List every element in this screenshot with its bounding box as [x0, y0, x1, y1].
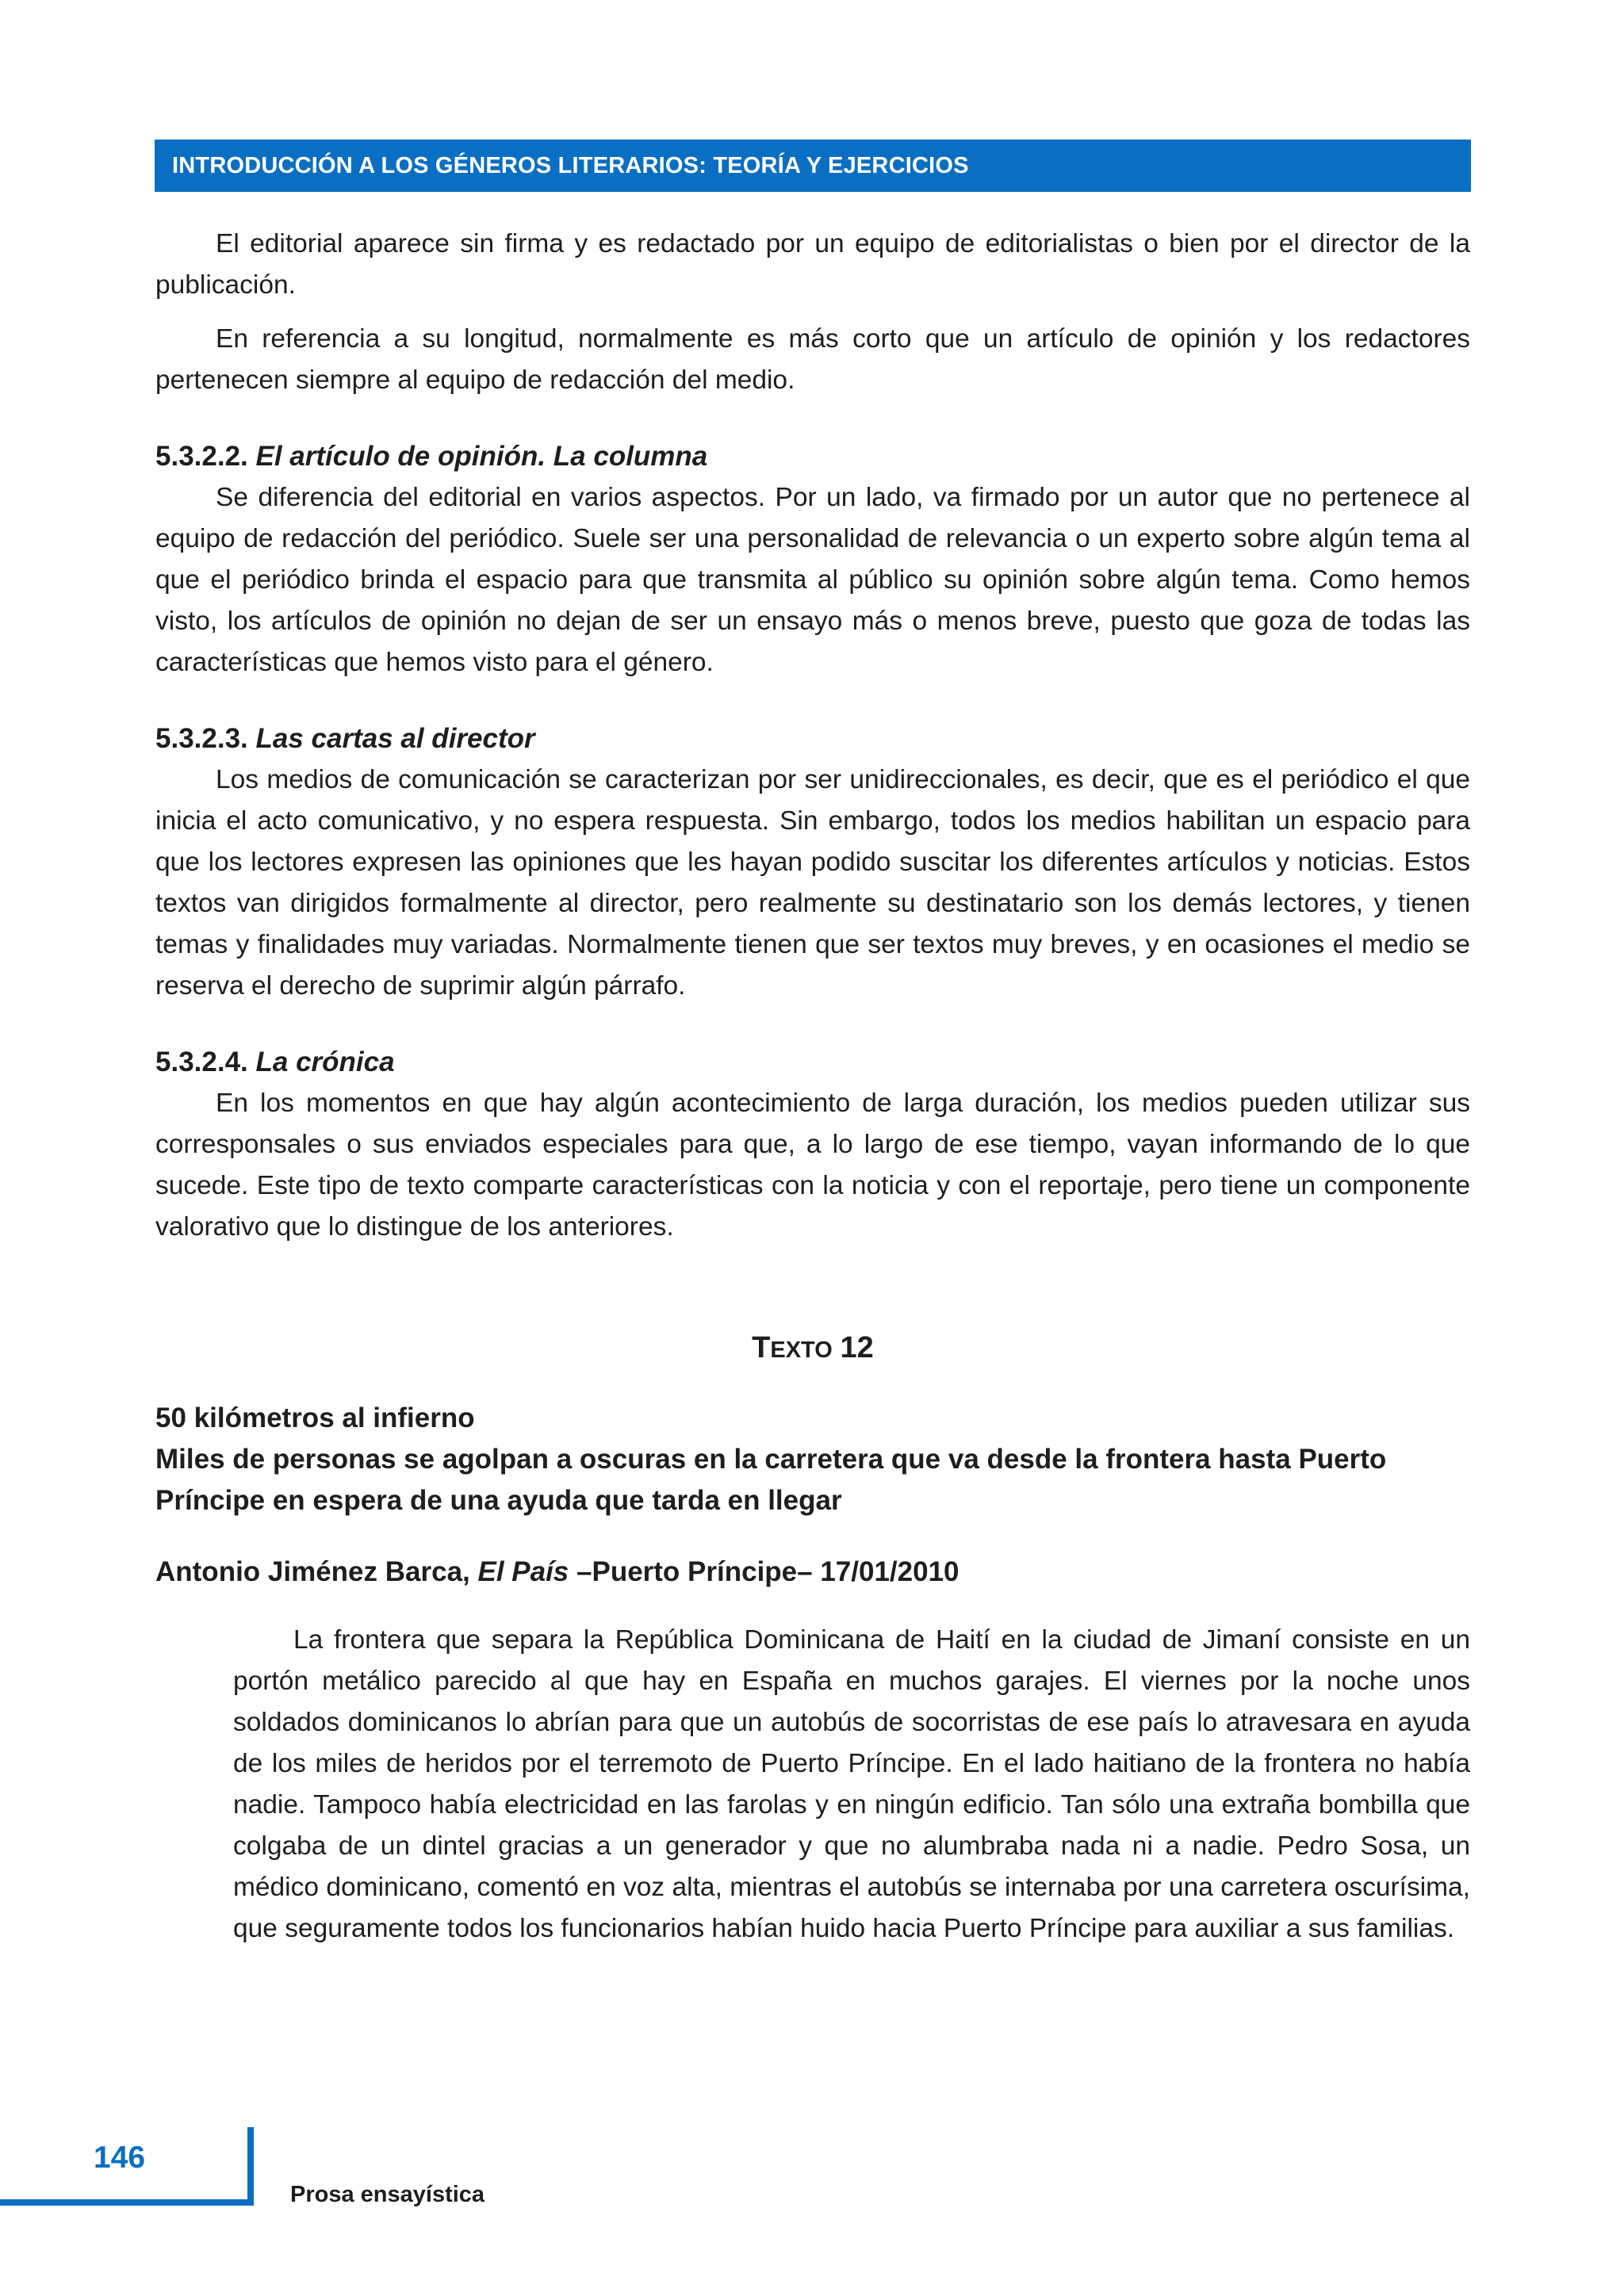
article-headline: 50 kilómetros al infierno: [155, 1402, 475, 1433]
section-number: 5.3.2.3.: [155, 723, 248, 754]
section-title: Las cartas al director: [255, 723, 535, 754]
publication-name: El País: [477, 1556, 569, 1587]
section-body-cartas: Los medios de comunicación se caracterizan por ser unidireccionales, es decir, que es el periódico el que inicia el acto comunicativo, y no espera respuesta. Sin embargo, todos los medios habilitan un espacio para que los lectores expresen las opiniones que les hayan podido suscitar los diferentes artículos y noticias. Estos textos van dirigidos formalmente al director, pero realmente su destinatario son los demás lectores, y tienen temas y finalidades muy variadas. Normalmente tienen que ser textos muy breves, y en ocasiones el medio se reserva el derecho de suprimir algún párrafo.: [155, 765, 1470, 1001]
page-number: 146: [94, 2141, 146, 2175]
texto-label: TEXTO 12: [752, 1331, 874, 1364]
article-quote: [233, 1620, 1470, 1950]
section-title: El artículo de opinión. La columna: [255, 441, 708, 472]
footer-divider-horizontal: [0, 2199, 254, 2206]
section-number: 5.3.2.2.: [155, 441, 248, 472]
article-subheadline: Miles de personas se agolpan a oscuras en la carretera que va desde la frontera hasta Puerto Príncipe en espera de una ayuda que tarda en llegar: [155, 1444, 1387, 1516]
section-title: La crónica: [255, 1047, 395, 1077]
article-body: La frontera que separa la República Dominicana de Haití en la ciudad de Jimaní consiste en un portón metálico parecido al que hay en España en muchos garajes. El viernes por la noche unos soldados dominicanos lo abrían para que un autobús de socorristas de ese país lo atravesara en ayuda de los miles de heridos por el terremoto de Puerto Príncipe. En el lado haitiano de la frontera no había nadie. Tampoco había electricidad en las farolas y en ningún edificio. Tan sólo una extraña bombilla que colgaba de un dintel gracias a un generador y que no alumbraba nada ni a nadie. Pedro Sosa, un médico dominicano, comentó en voz alta, mientras el autobús se internaba por una carretera oscurísima, que seguramente todos los funcionarios habían huido hacia Puerto Príncipe para auxiliar a sus familias.: [233, 1625, 1470, 1943]
running-header: [155, 140, 1471, 192]
section-heading-cartas: [155, 718, 1470, 760]
running-header-title: INTRODUCCIÓN A LOS GÉNEROS LITERARIOS: TEORÍA Y EJERCICIOS: [172, 152, 969, 178]
intro-paragraph-2: En referencia a su longitud, normalmente es más corto que un artículo de opinión y los redactores pertenecen siempre al equipo de redacción del medio.: [155, 324, 1470, 395]
section-body-opinion: Se diferencia del editorial en varios aspectos. Por un lado, va firmado por un autor que no pertenece al equipo de redacción del periódico. Suele ser una personalidad de relevancia o un experto sobre algún tema al que el periódico brinda el espacio para que transmita al público su opinión sobre algún tema. Como hemos visto, los artículos de opinión no dejan de ser un ensayo más o menos breve, puesto que goza de todas las características que hemos visto para el género.: [155, 483, 1470, 677]
section-body-cronica: En los momentos en que hay algún acontecimiento de larga duración, los medios pueden utilizar sus corresponsales o sus enviados especiales para que, a lo largo de ese tiempo, vayan informando de lo que sucede. Este tipo de texto comparte características con la noticia y con el reportaje, pero tiene un componente valorativo que lo distingue de los anteriores.: [155, 1089, 1470, 1242]
article-byline: Antonio Jiménez Barca, El País –Puerto Príncipe– 17/01/2010: [155, 1556, 959, 1587]
section-heading-cronica: [155, 1042, 1470, 1083]
section-number: 5.3.2.4.: [155, 1047, 248, 1077]
intro-paragraph-1: El editorial aparece sin firma y es redactado por un equipo de editorialistas o bien por el director de la publicación.: [155, 229, 1470, 300]
section-heading-opinion: [155, 436, 1470, 477]
page-content: [155, 224, 1470, 1950]
footer-divider-vertical: [247, 2127, 254, 2206]
footer-section-title: Prosa ensayística: [290, 2182, 485, 2207]
